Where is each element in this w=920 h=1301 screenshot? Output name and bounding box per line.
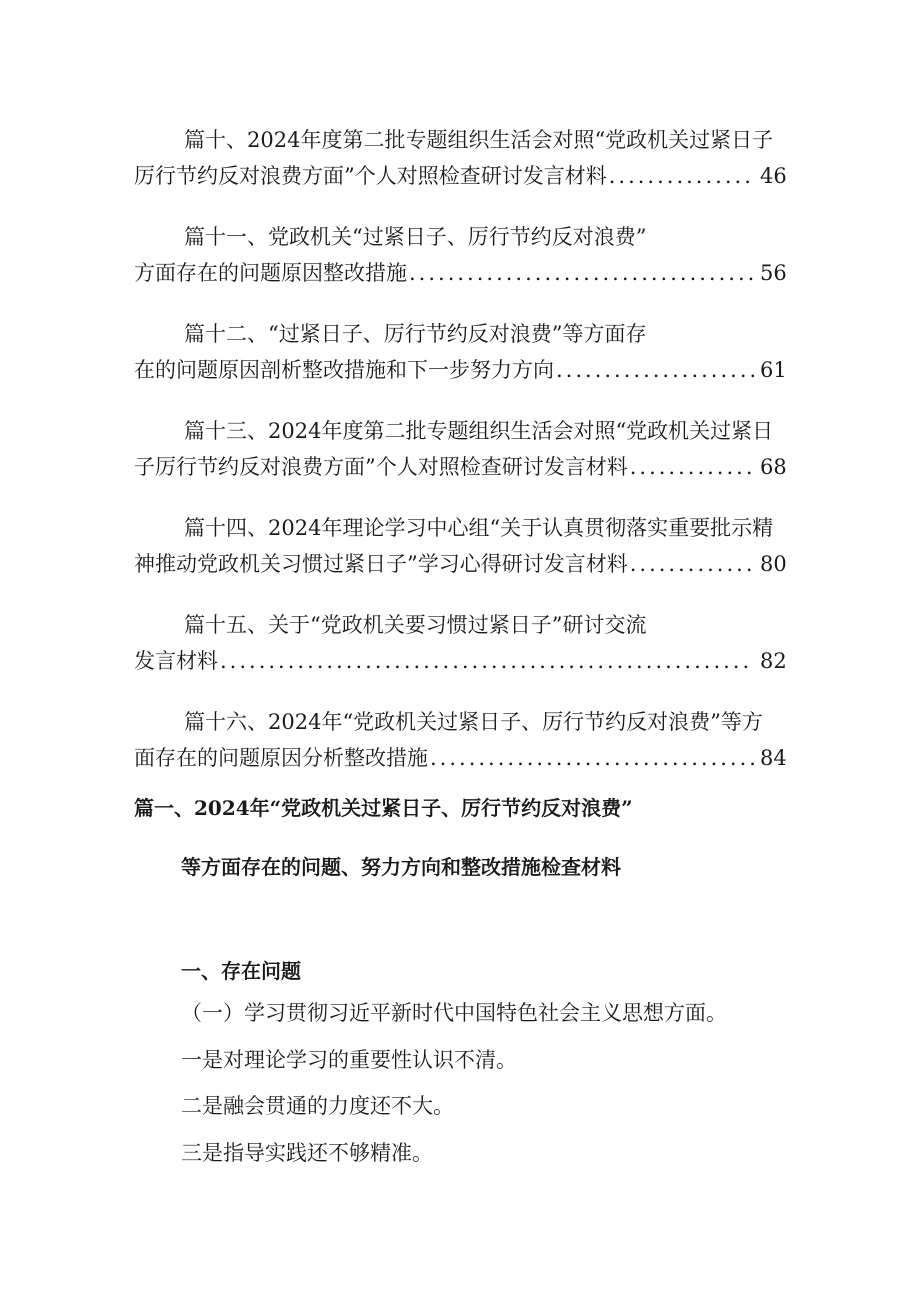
toc-page-number: 46 — [760, 164, 787, 188]
document-title: 篇一、2024年“党政机关过紧日子、厉行节约反对浪费” — [134, 796, 633, 820]
body-paragraph: 三是指导实践还不够精准。 — [181, 1141, 433, 1165]
toc-entry[interactable] — [134, 413, 794, 485]
table-of-contents — [134, 122, 794, 801]
toc-page-number: 82 — [760, 649, 787, 673]
section-heading: 一、存在问题 — [181, 959, 301, 983]
toc-entry-title-cont: 神推动党政机关习惯过紧日子”学习心得研讨发言材料 — [134, 552, 628, 576]
body-paragraph: 一是对理论学习的重要性认识不清。 — [181, 1048, 517, 1072]
toc-entry-title: 篇十五、关于“党政机关要习惯过紧日子”研讨交流 — [184, 613, 647, 637]
toc-leader-dots — [409, 255, 754, 291]
toc-entry-title: 篇十一、党政机关“过紧日子、厉行节约反对浪费” — [184, 225, 647, 249]
toc-entry[interactable] — [134, 316, 794, 388]
toc-page-number: 56 — [760, 261, 787, 285]
toc-entry-title: 篇十四、2024年理论学习中心组“关于认真贯彻落实重要批示精 — [184, 516, 774, 540]
toc-entry[interactable] — [134, 219, 794, 291]
toc-page-number: 68 — [760, 455, 787, 479]
toc-page-number: 84 — [760, 746, 787, 770]
toc-entry-title-cont: 方面存在的问题原因整改措施 — [134, 261, 407, 285]
toc-entry[interactable] — [134, 607, 794, 679]
document-title-cont: 等方面存在的问题、努力方向和整改措施检查材料 — [181, 855, 621, 879]
toc-entry-title: 篇十、2024年度第二批专题组织生活会对照“党政机关过紧日子 — [184, 128, 774, 152]
toc-entry[interactable] — [134, 510, 794, 582]
toc-page-number: 80 — [760, 552, 787, 576]
toc-entry-title-cont: 发言材料 — [134, 649, 218, 673]
body-paragraph: 二是融会贯通的力度还不大。 — [181, 1094, 454, 1118]
toc-leader-dots — [220, 643, 754, 679]
toc-page-number: 61 — [760, 358, 787, 382]
toc-leader-dots — [630, 546, 754, 582]
toc-entry-title: 篇十三、2024年度第二批专题组织生活会对照“党政机关过紧日 — [184, 419, 774, 443]
toc-entry[interactable] — [134, 122, 794, 194]
toc-leader-dots — [609, 158, 754, 194]
toc-entry-title: 篇十二、“过紧日子、厉行节约反对浪费”等方面存 — [184, 322, 647, 346]
toc-leader-dots — [556, 352, 754, 388]
toc-leader-dots — [430, 740, 754, 776]
toc-leader-dots — [630, 449, 754, 485]
toc-entry-title: 篇十六、2024年“党政机关过紧日子、厉行节约反对浪费”等方 — [184, 710, 763, 734]
subsection-heading: （一）学习贯彻习近平新时代中国特色社会主义思想方面。 — [181, 1001, 727, 1025]
toc-entry-title-cont: 子厉行节约反对浪费方面”个人对照检查研讨发言材料 — [134, 455, 628, 479]
toc-entry-title-cont: 面存在的问题原因分析整改措施 — [134, 746, 428, 770]
toc-entry[interactable] — [134, 704, 794, 776]
toc-entry-title-cont: 厉行节约反对浪费方面”个人对照检查研讨发言材料 — [134, 164, 607, 188]
toc-entry-title-cont: 在的问题原因剖析整改措施和下一步努力方向 — [134, 358, 554, 382]
